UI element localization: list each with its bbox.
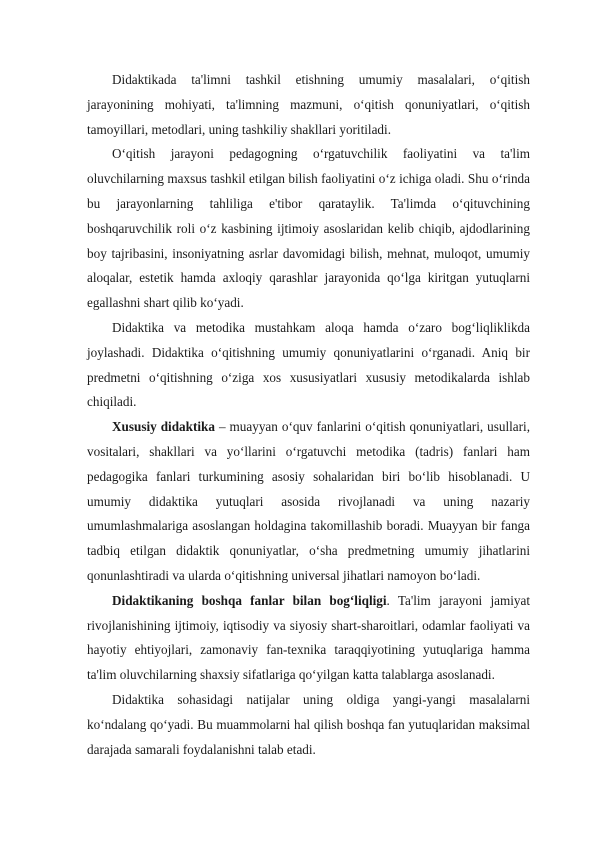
paragraph-text: Didaktika sohasidagi natijalar uning oldiga yangi-yangi masalalarni ko‘ndalang qo‘yadi. Bu muammolarni hal qilish boshqa fan yutuqlaridan maksimal darajada samarali foydalanishni talab etadi. [87, 691, 530, 757]
paragraph-text: . Ta'lim jarayoni jamiyat rivojlanishining ijtimoiy, iqtisodiy va siyosiy shart-sharoitlari, odamlar faoliyati va hayotiy ehtiyojlari, zamonaviy fan-texnika taraqqiyotining yutuqlariga hamma ta'lim oluvchilarning shaxsiy sifatlariga qo‘yilgan katta talablarga asoslanadi. [87, 592, 531, 683]
document-page [87, 68, 530, 762]
paragraph-didactics-results [87, 688, 530, 762]
paragraph-text: Didaktikada ta'limni tashkil etishning umumiy masalalari, o‘qitish jarayonining mohiyati, ta'limning mazmuni, o‘qitish qonuniyatlari, o‘qitish tamoyillari, metodlari, uning tashkiliy shakllari yoritiladi. [87, 72, 530, 137]
paragraph-specific-didactics [87, 415, 530, 589]
term-specific-didactics: Xususiy didaktika [112, 419, 215, 435]
paragraph-didactics-intro [87, 68, 530, 142]
paragraph-text: – muayyan o‘quv fanlarini o‘qitish qonuniyatlari, usullari, vositalari, shakllari va yo‘llarini o‘rgatuvchi metodika (tadris) fanlari ham pedagogika fanlari turkumining asosiy sohalaridan biri bo‘lib hisoblanadi. U umumiy didaktika yutuqlari asosida rivojlanadi va uning nazariy umumlashmalariga asoslangan holdagina takomillashib boradi. Muayyan bir fanga tadbiq etilgan didaktik qonuniyatlar, o‘sha predmetning umumiy jihatlarini qonunlashtiradi va ularda o‘qitishning universal jihatlari namoyon bo‘ladi. [87, 419, 530, 583]
paragraph-didactics-relations [87, 589, 530, 688]
paragraph-teaching-process [87, 142, 530, 316]
paragraph-text: Didaktika va metodika mustahkam aloqa hamda o‘zaro bog‘liqliklikda joylashadi. Didaktika o‘qitishning umumiy qonuniyatlarini o‘rganadi. Aniq bir predmetni o‘qitishning o‘ziga xos xususiyatlari xususiy metodikalarda ishlab chiqiladi. [87, 319, 530, 410]
paragraph-didactics-methodology [87, 316, 530, 415]
paragraph-text: O‘qitish jarayoni pedagogning o‘rgatuvchilik faoliyatini va ta'lim oluvchilarning maxsus tashkil etilgan bilish faoliyatini o‘z ichiga oladi. Shu o‘rinda bu jarayonlarning tahliliga e'tibor qarataylik. Ta'limda o‘qituvchining boshqaruvchilik roli o‘z kasbining ijtimoiy asoslaridan kelib chiqib, ajdodlarining boy tajribasini, insoniyatning asrlar davomidagi bilish, mehnat, muloqot, umumiy aloqalar, estetik hamda axloqiy qarashlar jarayonida qo‘lga kiritgan yutuqlarni egallashni shart qilib ko‘yadi. [87, 146, 530, 311]
term-didactics-relations: Didaktikaning boshqa fanlar bilan bog‘liqligi [112, 592, 387, 608]
